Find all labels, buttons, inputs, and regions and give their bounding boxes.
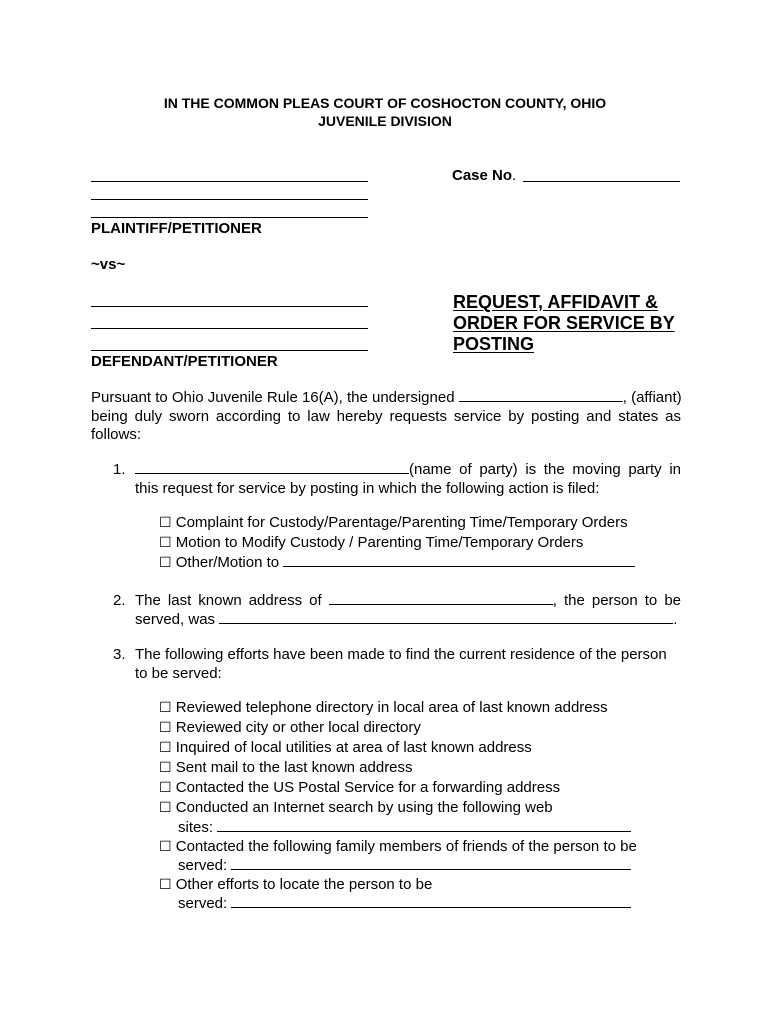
checkbox-icon[interactable]: ☐ <box>159 780 172 796</box>
case-number-field[interactable] <box>523 181 680 182</box>
intro-line1: Pursuant to Ohio Juvenile Rule 16(A), the undersigned , (affiant) <box>91 389 682 406</box>
effort-local-utilities[interactable]: ☐ Inquired of local utilities at area of last known address <box>159 739 532 756</box>
item1-line2: this request for service by posting in which the following action is filed: <box>135 480 600 497</box>
effort-other[interactable]: ☐ Other efforts to locate the person to be <box>159 876 433 893</box>
defendant-line-2[interactable] <box>91 328 368 329</box>
option-complaint-custody[interactable]: ☐ Complaint for Custody/Parentage/Parenting Time/Temporary Orders <box>159 514 628 531</box>
family-served-line: served: <box>178 856 631 876</box>
document-title-line1: REQUEST, AFFIDAVIT & <box>453 292 659 312</box>
versus-label: ~vs~ <box>91 256 126 273</box>
item2-number: 2. <box>113 592 126 609</box>
effort-postal-service[interactable]: ☐ Contacted the US Postal Service for a forwarding address <box>159 779 561 796</box>
checkbox-icon[interactable]: ☐ <box>159 700 172 716</box>
document-title-line2: ORDER FOR SERVICE BY <box>453 313 675 333</box>
option-other-motion[interactable]: ☐ Other/Motion to <box>159 553 635 573</box>
last-known-address-field[interactable] <box>219 611 673 624</box>
checkbox-icon[interactable]: ☐ <box>159 555 172 571</box>
affiant-name-field[interactable] <box>459 389 623 402</box>
other-served-line: served: <box>178 894 631 914</box>
last-known-party-field[interactable] <box>329 592 553 605</box>
item3-line1: The following efforts have been made to find the current residence of the person <box>135 646 667 663</box>
item2-line2: served, was . <box>135 611 678 628</box>
websites-field[interactable] <box>217 819 631 832</box>
checkbox-icon[interactable]: ☐ <box>159 535 172 551</box>
checkbox-icon[interactable]: ☐ <box>159 839 172 855</box>
effort-city-directory[interactable]: ☐ Reviewed city or other local directory <box>159 719 421 736</box>
other-motion-field[interactable] <box>283 554 635 567</box>
effort-sent-mail[interactable]: ☐ Sent mail to the last known address <box>159 759 413 776</box>
checkbox-icon[interactable]: ☐ <box>159 740 172 756</box>
plaintiff-line-3[interactable] <box>91 217 368 218</box>
court-heading-line2: JUVENILE DIVISION <box>318 113 452 129</box>
plaintiff-line-2[interactable] <box>91 199 368 200</box>
effort-internet-search[interactable]: ☐ Conducted an Internet search by using the following web <box>159 799 553 816</box>
plaintiff-line-1[interactable] <box>91 181 368 182</box>
item1-number: 1. <box>113 461 126 478</box>
intro-line2: being duly sworn according to law hereby requests service by posting and states as <box>91 408 681 425</box>
case-number-label: Case No. <box>452 167 517 184</box>
checkbox-icon[interactable]: ☐ <box>159 760 172 776</box>
court-heading-line1: IN THE COMMON PLEAS COURT OF COSHOCTON COUNTY, OHIO <box>163 95 607 111</box>
intro-line3: follows: <box>91 426 142 443</box>
item3-line2: to be served: <box>135 665 222 682</box>
defendant-label: DEFENDANT/PETITIONER <box>91 353 278 370</box>
checkbox-icon[interactable]: ☐ <box>159 720 172 736</box>
sites-line: sites: <box>178 818 631 838</box>
document-title-line3: POSTING <box>453 334 535 354</box>
item2-line1: The last known address of , the person to be <box>135 592 682 609</box>
family-members-field[interactable] <box>231 857 631 870</box>
checkbox-icon[interactable]: ☐ <box>159 800 172 816</box>
item3-number: 3. <box>113 646 126 663</box>
checkbox-icon[interactable]: ☐ <box>159 515 172 531</box>
item1-line1: (name of party) is the moving party in <box>135 461 681 478</box>
option-motion-modify[interactable]: ☐ Motion to Modify Custody / Parenting Time/Temporary Orders <box>159 534 584 551</box>
defendant-line-1[interactable] <box>91 306 368 307</box>
moving-party-field[interactable] <box>135 461 409 474</box>
other-efforts-field[interactable] <box>231 895 631 908</box>
effort-family-members[interactable]: ☐ Contacted the following family members of friends of the person to be <box>159 838 637 855</box>
effort-telephone-directory[interactable]: ☐ Reviewed telephone directory in local area of last known address <box>159 699 608 716</box>
checkbox-icon[interactable]: ☐ <box>159 877 172 893</box>
plaintiff-label: PLAINTIFF/PETITIONER <box>91 220 262 237</box>
defendant-line-3[interactable] <box>91 350 368 351</box>
